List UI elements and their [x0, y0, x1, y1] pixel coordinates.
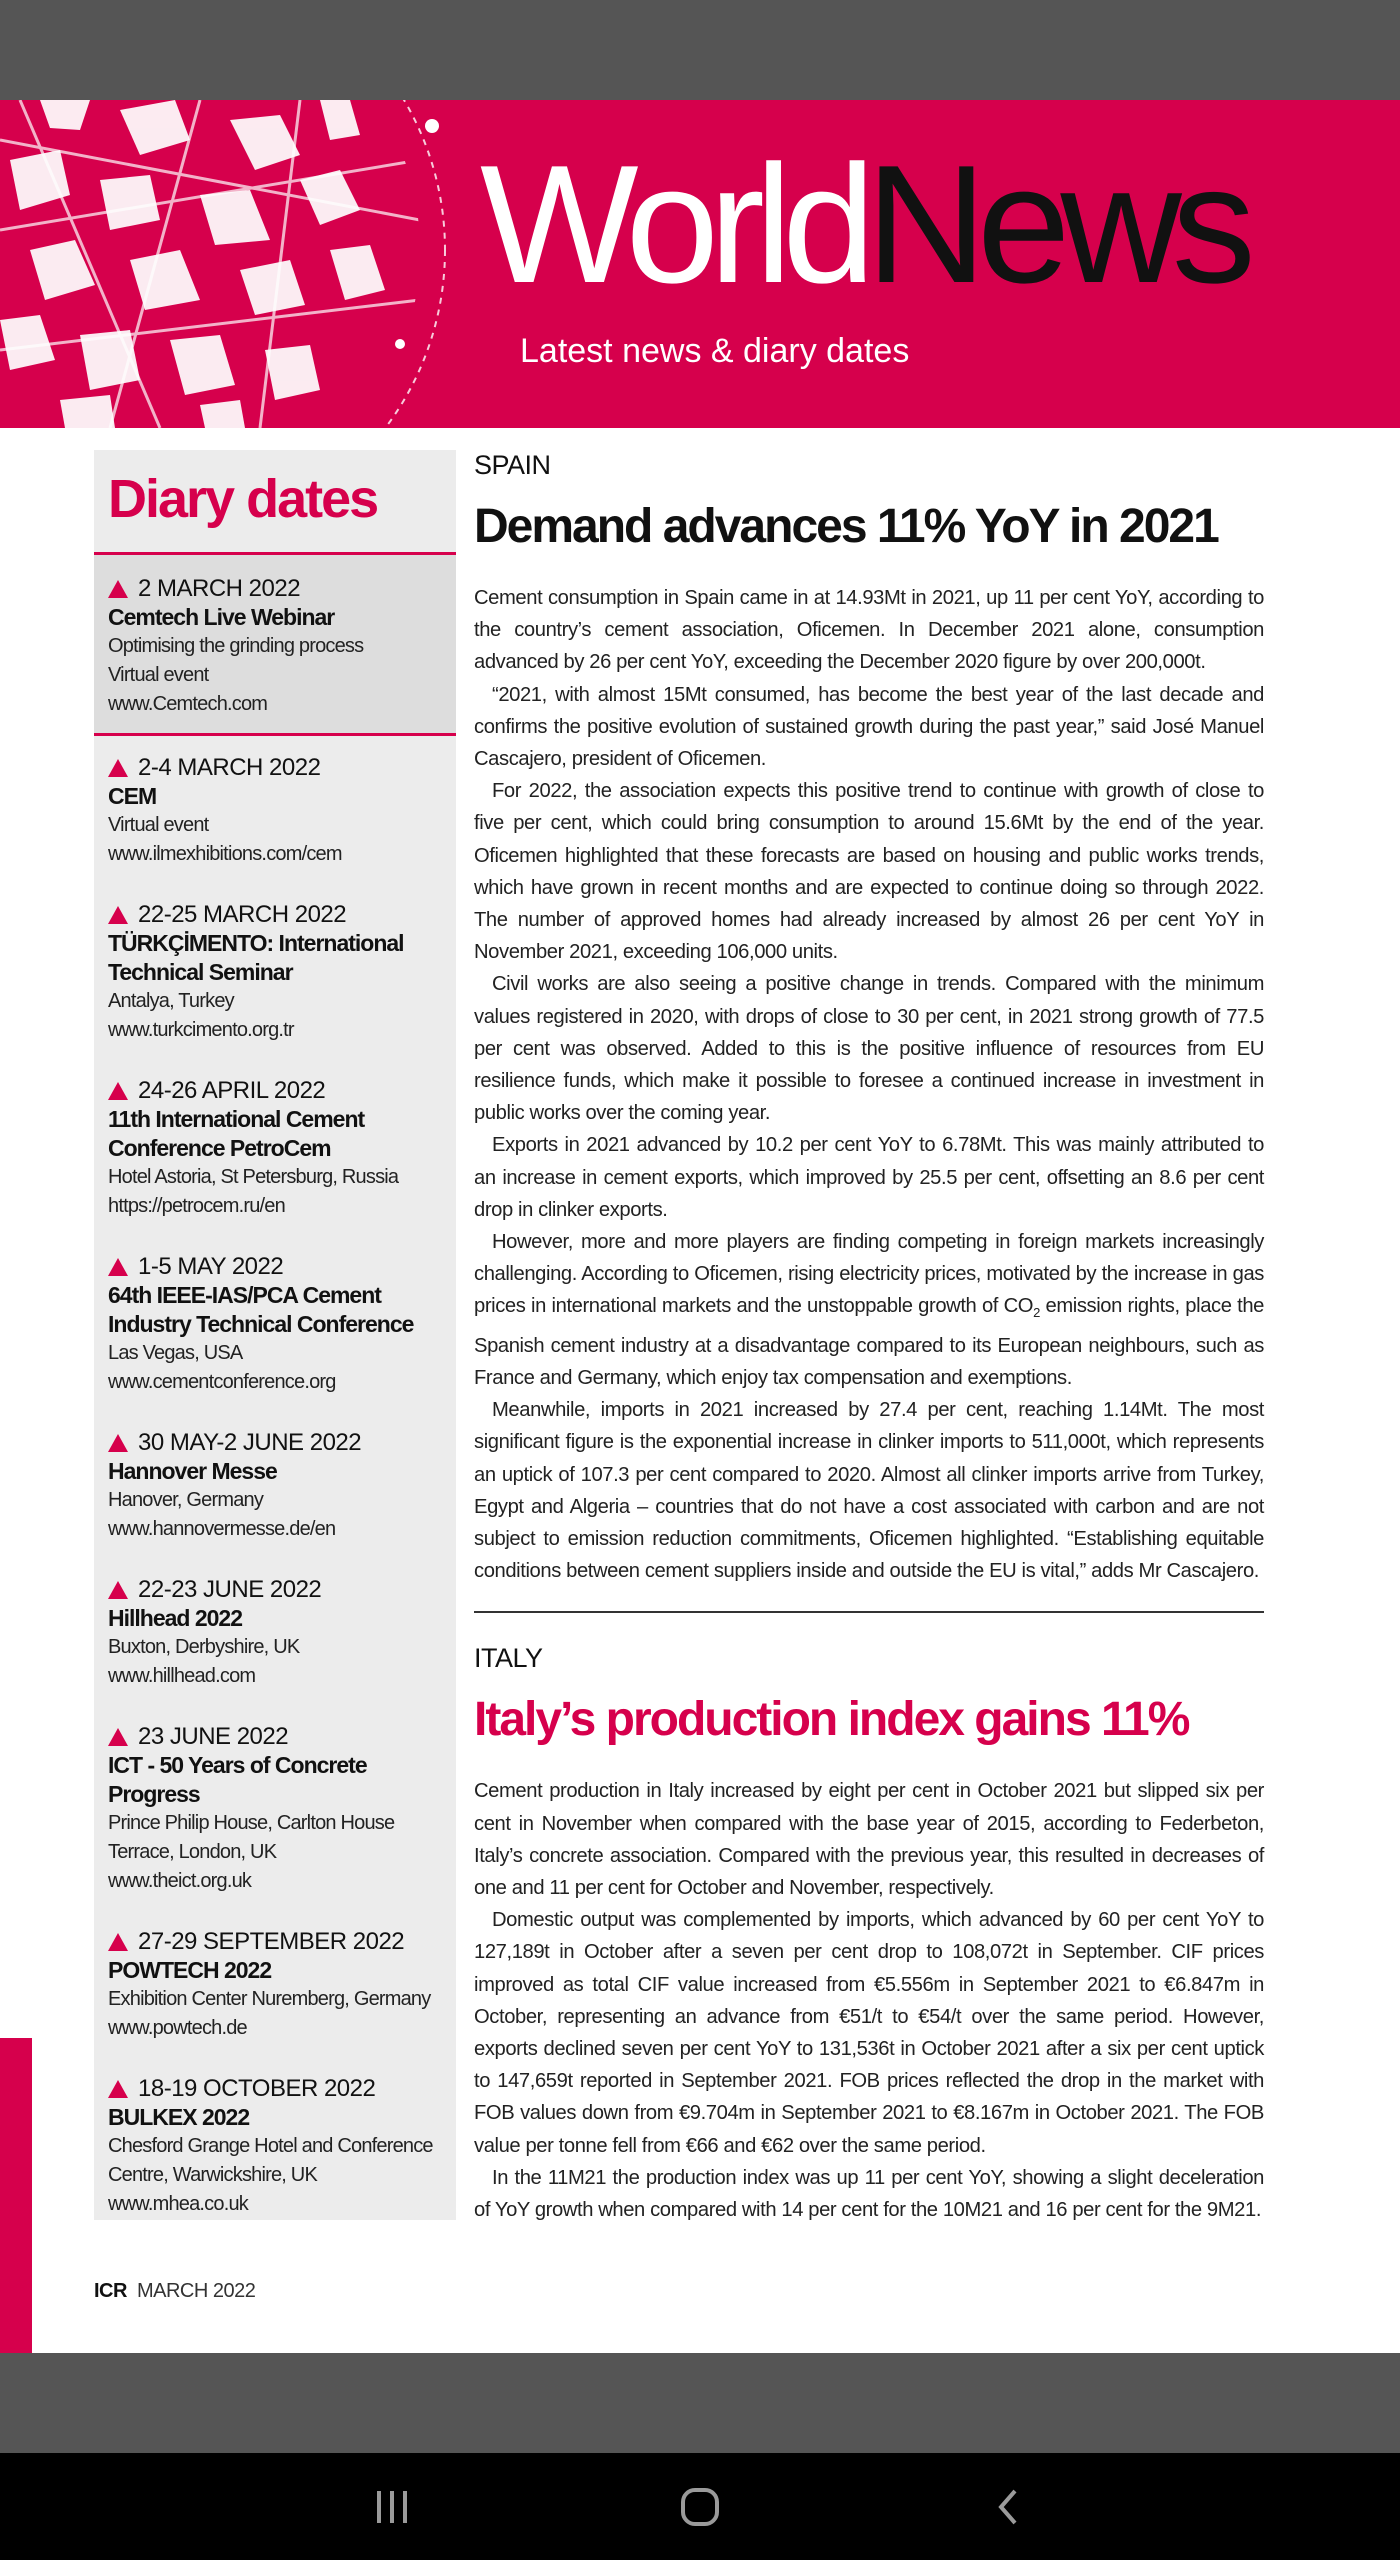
article-spain	[474, 450, 1264, 1587]
triangle-icon	[108, 1082, 128, 1100]
article-italy	[474, 1643, 1264, 2226]
event-detail: Buxton, Derbyshire, UK	[108, 1636, 300, 1658]
brand-news: News	[865, 130, 1246, 318]
news-column	[474, 450, 1264, 2226]
triangle-icon	[108, 1258, 128, 1276]
triangle-icon	[108, 1933, 128, 1951]
article-headline: Demand advances 11% YoY in 2021	[474, 500, 1218, 553]
event-date: 23 JUNE 2022	[138, 1723, 289, 1750]
diary-event	[94, 1411, 456, 1558]
article-paragraph: For 2022, the association expects this positive trend to continue with growth of close to five per cent, which could bring consumption to around 15.6Mt by the end of the year. Oficemen highlighted that these forecasts are based on housing and public works trends, which have grown in recent months and are expected to continue doing so through 2022. The number of approved homes had already increased by almost 26 per cent YoY in November 2021, exceeding 106,000 units.	[474, 780, 1264, 964]
event-date-row	[108, 901, 442, 929]
triangle-icon	[108, 1434, 128, 1452]
article-body	[474, 1775, 1264, 2226]
event-website-link[interactable]: www.Cemtech.com	[108, 693, 268, 715]
article-paragraph: In the 11M21 the production index was up 11 per cent YoY, showing a slight deceleration of YoY growth when compared with 14 per cent for the 10M21 and 16 per cent for the 9M21.	[474, 2166, 1264, 2221]
article-divider	[474, 1611, 1264, 1613]
event-name: Hillhead 2022	[108, 1605, 243, 1631]
event-date: 18-19 OCTOBER 2022	[138, 2075, 376, 2102]
recents-button[interactable]	[362, 2479, 422, 2535]
footer-publication: ICR	[94, 2280, 127, 2302]
event-date-row	[108, 1576, 442, 1604]
viewer-top-bar	[0, 0, 1400, 100]
triangle-icon	[108, 906, 128, 924]
diary-event	[94, 1235, 456, 1411]
event-name: 11th International Cement Conference PetroCem	[108, 1106, 365, 1161]
article-paragraph	[474, 1226, 1264, 1394]
brand-world: World	[480, 130, 866, 318]
event-detail: Optimising the grinding process	[108, 635, 364, 657]
diary-event	[94, 1059, 456, 1235]
event-date: 22-23 JUNE 2022	[138, 1576, 322, 1603]
article-body	[474, 582, 1264, 1587]
page-footer	[94, 2280, 255, 2303]
event-website-link[interactable]: www.mhea.co.uk	[108, 2193, 248, 2215]
event-date: 30 MAY-2 JUNE 2022	[138, 1429, 362, 1456]
triangle-icon	[108, 759, 128, 777]
triangle-icon	[108, 1581, 128, 1599]
recents-icon	[374, 2487, 410, 2527]
accent-bar	[0, 2038, 32, 2353]
diary-dates-title: Diary dates	[108, 469, 378, 529]
footer-issue: MARCH 2022	[136, 2280, 256, 2302]
diary-event	[94, 736, 456, 883]
event-date: 27-29 SEPTEMBER 2022	[138, 1928, 405, 1955]
article-paragraph: Domestic output was complemented by imports, which advanced by 60 per cent YoY to 127,189t in October after a seven per cent drop to 108,072t in September. CIF prices improved as total CIF value increased from €5.556m in September 2021 to €6.847m in October, representing an advance from €51/t to €54/t over the same period. However, exports declined seven per cent YoY to 131,536t in October 2021 after a six per cent uptick to 147,659t reported in September 2021. FOB prices reflected the drop in the market with FOB values down from €9.704m in September 2021 to €8.167m in October 2021. The FOB value per tonne fell from €66 and €62 over the same period.	[474, 1909, 1264, 2157]
diary-event	[94, 1910, 456, 2057]
diary-event	[94, 1705, 456, 1910]
article-paragraph: Meanwhile, imports in 2021 increased by 27.4 per cent, reaching 1.14Mt. The most significant figure is the exponential increase in clinker imports to 511,000t, which represents an uptick of 107.3 per cent compared to 2020. Almost all clinker imports arrive from Turkey, Egypt and Algeria – countries that do not have a cost associated with carbon and are not subject to emission reduction commitments, Oficemen highlighted. “Establishing equitable conditions between cement suppliers inside and outside the EU is vital,” adds Mr Cascajero.	[474, 1399, 1264, 1583]
world-news-banner	[0, 100, 1400, 428]
home-button[interactable]	[670, 2479, 730, 2535]
diary-event	[94, 1558, 456, 1705]
banner-brand	[480, 130, 1246, 318]
home-icon	[679, 2486, 721, 2528]
diary-events-list	[94, 555, 456, 2233]
diary-event	[94, 555, 456, 736]
event-detail: Chesford Grange Hotel and Conference Centre, Warwickshire, UK	[108, 2135, 433, 2186]
event-detail: Antalya, Turkey	[108, 990, 234, 1012]
event-date-row	[108, 2075, 442, 2103]
event-detail: Exhibition Center Nuremberg, Germany	[108, 1988, 431, 2010]
triangle-icon	[108, 2080, 128, 2098]
event-date: 22-25 MARCH 2022	[138, 901, 347, 928]
triangle-icon	[108, 1728, 128, 1746]
event-website-link[interactable]: https://petrocem.ru/en	[108, 1195, 285, 1217]
article-paragraph: Cement consumption in Spain came in at 14.93Mt in 2021, up 11 per cent YoY, according to the country’s cement association, Oficemen. In December 2021 alone, consumption advanced by 26 per cent YoY, exceeding the December 2020 figure by over 200,000t.	[474, 587, 1264, 674]
diary-dates-sidebar	[94, 450, 456, 2220]
article-paragraph: “2021, with almost 15Mt consumed, has become the best year of the last decade and confirms the positive evolution of sustained growth during the past year,” said José Manuel Cascajero, president of Oficemen.	[474, 683, 1264, 771]
paragraph-text: emission rights, place the Spanish cement industry at a disadvantage compared to its European neighbours, such as France and Germany, which enjoy tax compensation and exemptions.	[474, 1295, 1264, 1389]
event-date: 2-4 MARCH 2022	[138, 754, 321, 781]
event-date-row	[108, 1723, 442, 1751]
magazine-page	[0, 100, 1400, 2353]
triangle-icon	[108, 580, 128, 598]
back-icon	[993, 2487, 1023, 2527]
event-detail: Hotel Astoria, St Petersburg, Russia	[108, 1166, 399, 1188]
article-paragraph: Civil works are also seeing a positive change in trends. Compared with the minimum values registered in 2020, with drops of close to 30 per cent, in 2021 strong growth of 77.5 per cent was observed. Added to this is the positive influence of resources from EU resilience funds, which make it possible to foresee a continued increase in investment in public works over the coming year.	[474, 973, 1264, 1125]
event-date-row	[108, 1429, 442, 1457]
system-navigation-bar	[0, 2453, 1400, 2560]
event-date-row	[108, 575, 442, 603]
event-name: 64th IEEE-IAS/PCA Cement Industry Technical Conference	[108, 1282, 414, 1337]
event-date-row	[108, 1928, 442, 1956]
diary-event	[94, 2057, 456, 2233]
event-website-link[interactable]: www.hillhead.com	[108, 1665, 256, 1687]
globe-graphic	[0, 100, 480, 428]
event-name: ICT - 50 Years of Concrete Progress	[108, 1752, 367, 1807]
event-date-row	[108, 1253, 442, 1281]
event-website-link[interactable]: www.ilmexhibitions.com/cem	[108, 843, 342, 865]
article-paragraph: Exports in 2021 advanced by 10.2 per cent YoY to 6.78Mt. This was mainly attributed to an increase in cement exports, which improved by 25.5 per cent, offsetting an 8.6 per cent drop in clinker exports.	[474, 1134, 1264, 1221]
event-website-link[interactable]: www.theict.org.uk	[108, 1870, 252, 1892]
article-country: ITALY	[474, 1643, 543, 1674]
paragraph-text: However, more and more players are finding competing in foreign markets increasingly challenging. According to Oficemen, rising electricity prices, motivated by the increase in gas prices in international markets and the unstoppable growth of CO	[474, 1231, 1264, 1318]
event-website-link[interactable]: www.hannovermesse.de/en	[108, 1518, 336, 1540]
event-name: POWTECH 2022	[108, 1957, 272, 1983]
event-website-link[interactable]: www.turkcimento.org.tr	[108, 1019, 294, 1041]
event-name: Hannover Messe	[108, 1458, 277, 1484]
event-name: BULKEX 2022	[108, 2104, 250, 2130]
event-detail: Prince Philip House, Carlton House Terrace, London, UK	[108, 1812, 395, 1863]
event-name: TÜRKÇİMENTO: International Technical Seminar	[108, 930, 404, 985]
event-detail: Virtual event	[108, 814, 209, 836]
event-date-row	[108, 1077, 442, 1105]
event-website-link[interactable]: www.powtech.de	[108, 2017, 247, 2039]
co2-subscript: 2	[1033, 1305, 1040, 1321]
event-detail: Las Vegas, USA	[108, 1342, 243, 1364]
back-button[interactable]	[978, 2479, 1038, 2535]
article-paragraph: Cement production in Italy increased by eight per cent in October 2021 but slipped six per cent in November when compared with the base year of 2015, according to Federbeton, Italy’s concrete association. Compared with the previous year, this resulted in decreases of one and 11 per cent for October and November, respectively.	[474, 1780, 1264, 1899]
event-date-row	[108, 754, 442, 782]
event-detail: Virtual event	[108, 664, 209, 686]
article-headline: Italy’s production index gains 11%	[474, 1693, 1189, 1747]
event-name: CEM	[108, 783, 157, 809]
article-country: SPAIN	[474, 450, 551, 480]
event-date: 24-26 APRIL 2022	[138, 1077, 326, 1104]
diary-event	[94, 883, 456, 1059]
event-name: Cemtech Live Webinar	[108, 604, 335, 630]
banner-tagline: Latest news & diary dates	[520, 332, 910, 370]
viewer-bottom-bar	[0, 2353, 1400, 2453]
event-date: 2 MARCH 2022	[138, 575, 301, 602]
event-date: 1-5 MAY 2022	[138, 1253, 284, 1280]
event-detail: Hanover, Germany	[108, 1489, 264, 1511]
event-website-link[interactable]: www.cementconference.org	[108, 1371, 336, 1393]
